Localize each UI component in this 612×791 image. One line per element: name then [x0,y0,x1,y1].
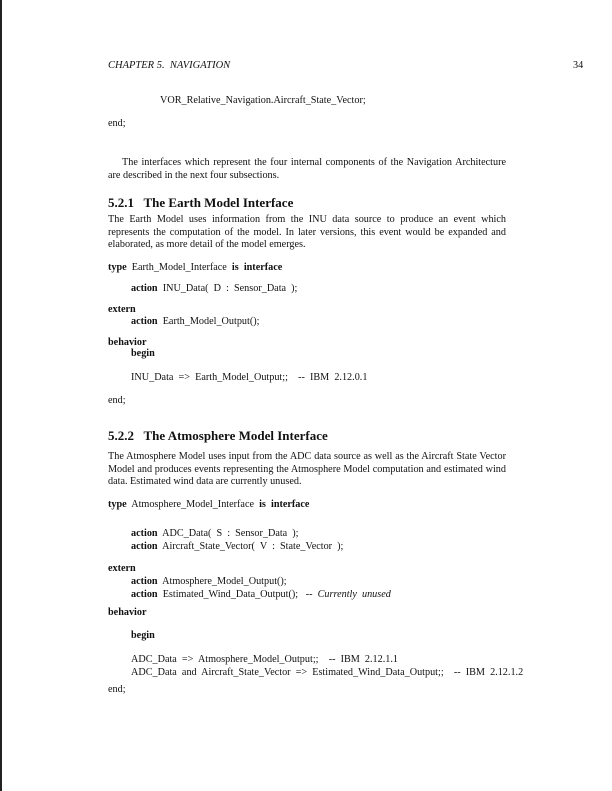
code-text: ADC_Data => Atmosphere_Model_Output;; [131,654,319,665]
code-type-line [108,499,309,511]
keyword: begin [131,630,155,641]
keyword: type [108,499,127,510]
code-text: INU_Data => Earth_Model_Output;; [131,372,288,383]
comment-dash: -- [305,589,313,600]
code-line [131,528,299,540]
section-heading: 5.2.2 The Atmosphere Model Interface [108,428,328,443]
code-text: ADC_Data( S : Sensor_Data ); [162,528,299,539]
code-line [131,372,367,384]
keyword: action [131,589,158,600]
page-number: 34 [573,60,584,71]
interface-name: Atmosphere_Model_Interface [131,499,254,510]
code-comment: Currently unused [317,589,391,600]
keyword: behavior [108,607,147,618]
code-comment: -- IBM 2.12.1.1 [328,654,399,665]
paragraph: The Atmosphere Model uses input from the ADC data source as well as the Aircraft State Vector Model and produces events representing the Atmosphere Model computation and estimated wind data. Estimated wind data are currently unused. [108,451,506,488]
code-line [131,589,391,601]
chapter-header: CHAPTER 5. NAVIGATION [108,60,231,71]
keyword: extern [108,563,136,574]
keyword: action [131,541,158,552]
code-line [131,283,297,295]
keyword: interface [270,499,310,510]
code-end: end; [108,395,126,406]
code-comment: -- IBM 2.12.0.1 [298,372,368,383]
code-text: Estimated_Wind_Data_Output(); [162,589,299,600]
paragraph: The Earth Model uses information from the INU data source to produce an event which represents the computation of the model. In later versions, this event would be expanded and elaborated, as more detail of the model emerges. [108,214,506,251]
keyword: begin [131,348,155,359]
code-text: INU_Data( D : Sensor_Data ); [162,283,298,294]
code-line: VOR_Relative_Navigation.Aircraft_State_Vector; [160,95,366,106]
code-text: Atmosphere_Model_Output(); [162,576,287,587]
keyword: extern [108,304,136,315]
code-line [131,541,343,553]
code-line [131,576,287,588]
keyword: behavior [108,337,147,348]
code-line [131,667,523,679]
section-heading: 5.2.1 The Earth Model Interface [108,195,294,210]
interface-name: Earth_Model_Interface [131,262,227,273]
intro-paragraph: The interfaces which represent the four internal components of the Navigation Architecture are described in the next four subsections. [108,157,506,181]
code-type-line [108,262,282,274]
keyword: interface [243,262,283,273]
keyword: is [231,262,239,273]
code-text: Earth_Model_Output(); [162,316,260,327]
code-text: ADC_Data and Aircraft_State_Vector => Estimated_Wind_Data_Output;; [131,667,444,678]
keyword: action [131,528,158,539]
code-end: end; [108,684,126,695]
code-end: end; [108,118,126,129]
keyword: type [108,262,127,273]
keyword: action [131,576,158,587]
code-line [131,654,398,666]
keyword: is [259,499,266,510]
code-line [131,316,259,328]
code-comment: -- IBM 2.12.1.2 [453,667,524,678]
page-edge [0,0,2,791]
keyword: action [131,316,158,327]
keyword: action [131,283,158,294]
code-text: Aircraft_State_Vector( V : State_Vector ); [162,541,344,552]
